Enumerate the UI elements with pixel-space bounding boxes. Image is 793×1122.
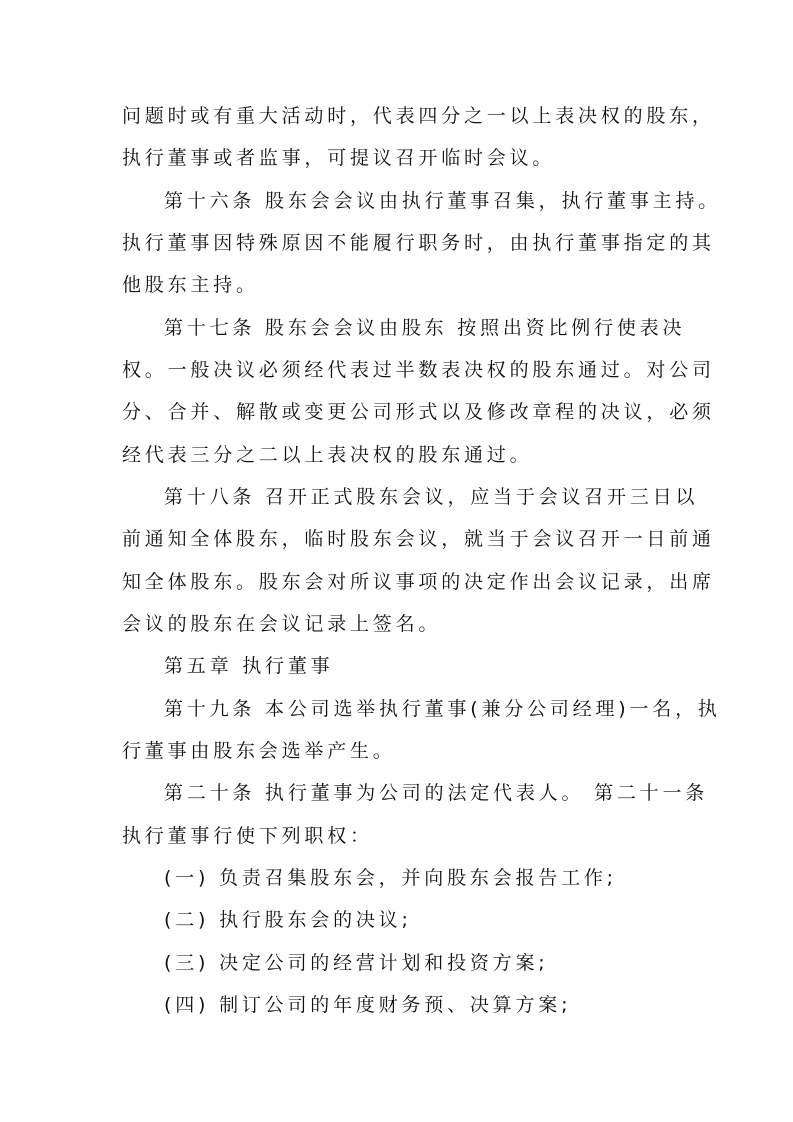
text-line: 知全体股东。股东会对所议事项的决定作出会议记录，出席 — [122, 571, 715, 593]
list-item: (二) 执行股东会的决议; — [164, 909, 412, 931]
text-line: 执行董事行使下列职权： — [122, 825, 373, 847]
text-line: 前通知全体股东，临时股东会议，就当于会议召开一日前通 — [122, 528, 715, 550]
text-line: 第十九条 本公司选举执行董事(兼分公司经理)一名，执 — [164, 698, 721, 720]
text-line: 第二十条 执行董事为公司的法定代表人。 第二十一条 — [164, 782, 709, 804]
chapter-heading: 第五章 执行董事 — [164, 655, 334, 677]
text-line: 经代表三分之二以上表决权的股东通过。 — [122, 444, 533, 466]
list-item: (三) 决定公司的经营计划和投资方案; — [164, 952, 549, 974]
text-line: 第十七条 股东会会议由股东 按照出资比例行使表决 — [164, 317, 686, 339]
text-line: 第十八条 召开正式股东会议，应当于会议召开三日以 — [164, 486, 699, 508]
text-line: 分、合并、解散或变更公司形式以及修改章程的决议，必须 — [122, 401, 715, 423]
text-line: 行董事由股东会选举产生。 — [122, 740, 396, 762]
list-item: (四) 制订公司的年度财务预、决算方案; — [164, 994, 572, 1016]
list-item: (一) 负责召集股东会，并向股东会报告工作; — [164, 867, 617, 889]
text-line: 会议的股东在会议记录上签名。 — [122, 613, 442, 635]
text-line: 权。一般决议必须经代表过半数表决权的股东通过。对公司 — [122, 359, 715, 381]
text-line: 他股东主持。 — [122, 274, 259, 296]
text-line: 问题时或有重大活动时，代表四分之一以上表决权的股东， — [122, 105, 715, 127]
text-line: 执行董事或者监事，可提议召开临时会议。 — [122, 147, 556, 169]
text-line: 执行董事因特殊原因不能履行职务时，由执行董事指定的其 — [122, 232, 715, 254]
text-line: 第十六条 股东会会议由执行董事召集，执行董事主持。 — [164, 190, 722, 212]
